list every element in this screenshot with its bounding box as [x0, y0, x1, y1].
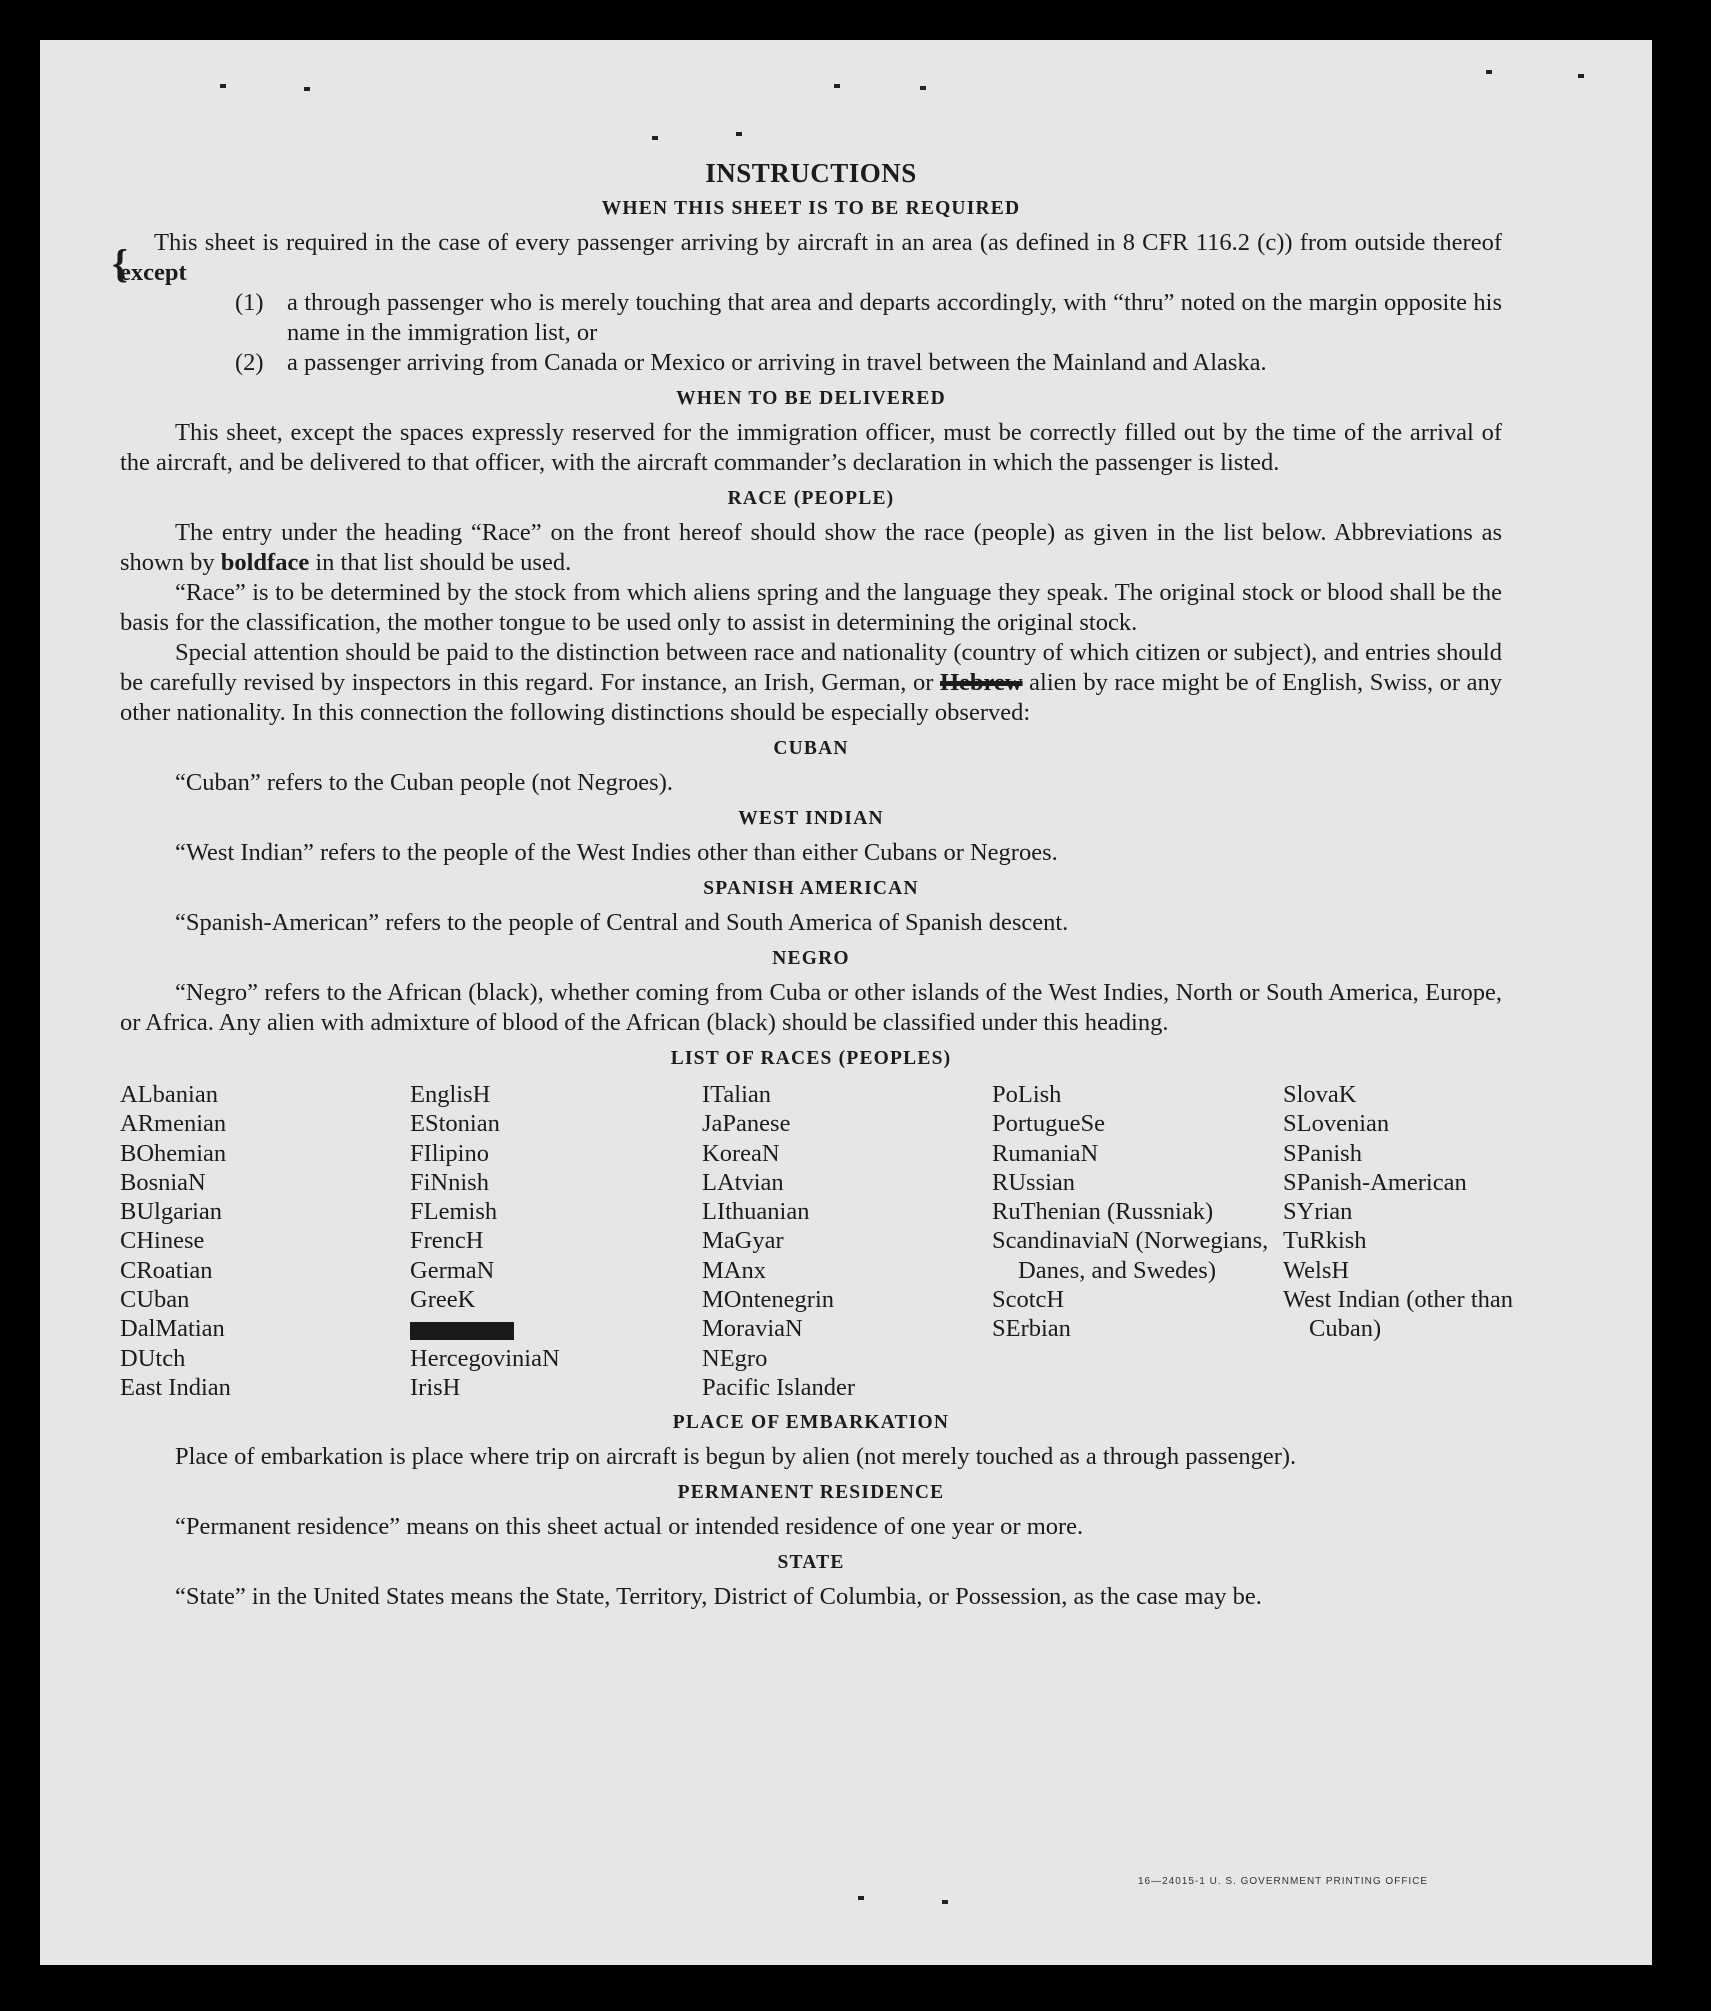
race-entry: LIthuanian — [702, 1198, 810, 1226]
race-column-4 — [992, 1080, 1283, 1402]
race-entry: KoreaN — [702, 1139, 780, 1167]
race-entry: CRoatian — [120, 1256, 213, 1284]
heading-negro: NEGRO — [772, 948, 850, 969]
race-entry: HercegoviniaN — [410, 1344, 560, 1372]
race-entry: FiNnish — [410, 1168, 489, 1196]
west-indian-text: “West Indian” refers to the people of the West Indies other than either Cubans or Negroes. — [175, 839, 1058, 866]
heading-race: RACE (PEOPLE) — [727, 488, 895, 509]
race-entry: FLemish — [410, 1198, 498, 1226]
race-entry: EStonian — [410, 1110, 500, 1138]
race-paragraph-3: Special attention should be paid to the distinction between race and nationality (country of which citizen or subject), and entries should be carefully revised by inspectors in this regard. For instance, an Irish, German, or Hebrew alien by race might be of English, Swiss, or any other nationality. In this connection the following distinctions should be especially observed: — [120, 639, 1502, 726]
race-entry: MOntenegrin — [702, 1286, 834, 1314]
race-entry: SErbian — [992, 1315, 1071, 1343]
race-entry: BOhemian — [120, 1139, 227, 1167]
race-entry: DUtch — [120, 1344, 186, 1372]
heading-permanent-residence: PERMANENT RESIDENCE — [677, 1482, 945, 1504]
race-list — [120, 1080, 1514, 1402]
negro-text: “Negro” refers to the African (black), whether coming from Cuba or other islands of the West Indies, North or South America, Europe, or Africa. Any alien with admixture of blood of the African (black) should be classified under this heading. — [120, 979, 1502, 1036]
race-entry: RUssian — [992, 1168, 1076, 1196]
embarkation-text: Place of embarkation is place where trip on aircraft is begun by alien (not merely touched as a through passenger). — [175, 1443, 1297, 1471]
race-entry: DalMatian — [120, 1315, 225, 1343]
race-entry: MoraviaN — [702, 1315, 803, 1343]
heading-embarkation: PLACE OF EMBARKATION — [672, 1412, 950, 1434]
race-paragraph-1: The entry under the heading “Race” on the front hereof should show the race (people) as given in the list below. Abbreviations as shown by boldface in that list should be used. — [120, 519, 1502, 576]
race-entry: GermaN — [410, 1256, 495, 1284]
exception-item-1: (1) a through passenger who is merely touching that area and departs accordingly, with “thru” noted on the margin opposite his name in the immigration list, or — [235, 289, 1502, 346]
heading-state: STATE — [777, 1552, 845, 1574]
race-entry: MAnx — [702, 1256, 766, 1284]
heading-west-indian: WEST INDIAN — [738, 808, 884, 829]
heading-cuban: CUBAN — [773, 738, 849, 759]
race-column-3 — [702, 1080, 992, 1402]
heading-spanish-american: SPANISH AMERICAN — [703, 878, 919, 899]
race-entry: FIlipino — [410, 1139, 489, 1167]
race-entry: IrisH — [410, 1373, 461, 1401]
race-entry: MaGyar — [702, 1227, 784, 1255]
redacted-entry — [410, 1322, 514, 1340]
race-entry: SLovenian — [1283, 1110, 1390, 1138]
race-column-5 — [1283, 1080, 1533, 1402]
race-entry: GreeK — [410, 1286, 476, 1314]
margin-mark: { — [112, 241, 128, 286]
race-entry: SPanish — [1283, 1139, 1362, 1167]
race-entry: WelsH — [1283, 1256, 1350, 1284]
state-text: “State” in the United States means the State, Territory, District of Columbia, or Possession, as the case may be. — [175, 1583, 1262, 1611]
race-entry: NEgro — [702, 1344, 768, 1372]
race-entry: FrencH — [410, 1227, 484, 1255]
race-entry: SlovaK — [1283, 1081, 1357, 1108]
race-entry: BosniaN — [120, 1168, 206, 1196]
race-entry: TuRkish — [1283, 1227, 1367, 1255]
cuban-text: “Cuban” refers to the Cuban people (not Negroes). — [175, 769, 673, 796]
race-entry: East Indian — [120, 1373, 231, 1401]
heading-list-of-races: LIST OF RACES (PEOPLES) — [670, 1048, 952, 1069]
race-entry: RumaniaN — [992, 1139, 1099, 1167]
race-entry: SYrian — [1283, 1198, 1353, 1226]
exception-item-2: (2) a passenger arriving from Canada or Mexico or arriving in travel between the Mainland and Alaska. — [235, 349, 1267, 376]
race-entry: PortugueSe — [992, 1110, 1105, 1138]
race-entry: BUlgarian — [120, 1198, 223, 1226]
race-entry: SPanish-American — [1283, 1168, 1467, 1196]
struck-word: Hebrew — [940, 669, 1023, 696]
race-entry: Pacific Islander — [702, 1373, 856, 1401]
residence-text: “Permanent residence” means on this sheet actual or intended residence of one year or more. — [175, 1513, 1084, 1541]
race-entry: CUban — [120, 1286, 190, 1314]
race-entry: PoLish — [992, 1081, 1062, 1108]
race-entry: ScandinaviaN (Norwegians, Danes, and Swedes) — [992, 1227, 1269, 1284]
required-intro: This sheet is required in the case of every passenger arriving by aircraft in an area (as defined in 8 CFR 116.2 (c)) from outside thereof except — [120, 229, 1502, 286]
heading-when-delivered: WHEN TO BE DELIVERED — [676, 388, 946, 409]
printer-footnote: 16—24015-1 U. S. GOVERNMENT PRINTING OFFICE — [1138, 1876, 1429, 1887]
race-column-1 — [120, 1080, 410, 1402]
race-entry — [410, 1314, 702, 1343]
race-entry: EnglisH — [410, 1081, 491, 1108]
race-entry: ALbanian — [120, 1081, 218, 1108]
race-entry: ITalian — [702, 1081, 772, 1108]
page-title: INSTRUCTIONS — [705, 158, 917, 188]
race-column-2 — [410, 1080, 702, 1402]
document-page — [40, 40, 1652, 1965]
spanish-american-text: “Spanish-American” refers to the people of Central and South America of Spanish descent. — [175, 909, 1069, 936]
race-entry: LAtvian — [702, 1168, 784, 1196]
race-entry: West Indian (other than Cuban) — [1283, 1286, 1514, 1343]
race-entry: CHinese — [120, 1227, 205, 1255]
race-entry: JaPanese — [702, 1110, 791, 1138]
heading-when-required: WHEN THIS SHEET IS TO BE REQUIRED — [601, 198, 1021, 219]
race-entry: ScotcH — [992, 1286, 1065, 1314]
race-entry: ARmenian — [120, 1110, 227, 1138]
race-paragraph-2: “Race” is to be determined by the stock from which aliens spring and the language they speak. The original stock or blood shall be the basis for the classification, the mother tongue to be used only to assist in determining the original stock. — [120, 579, 1502, 636]
delivered-text: This sheet, except the spaces expressly reserved for the immigration officer, must be correctly filled out by the time of the arrival of the aircraft, and be delivered to that officer, with the aircraft commander’s declaration in which the passenger is listed. — [120, 419, 1502, 476]
race-entry: RuThenian (Russniak) — [992, 1198, 1214, 1226]
